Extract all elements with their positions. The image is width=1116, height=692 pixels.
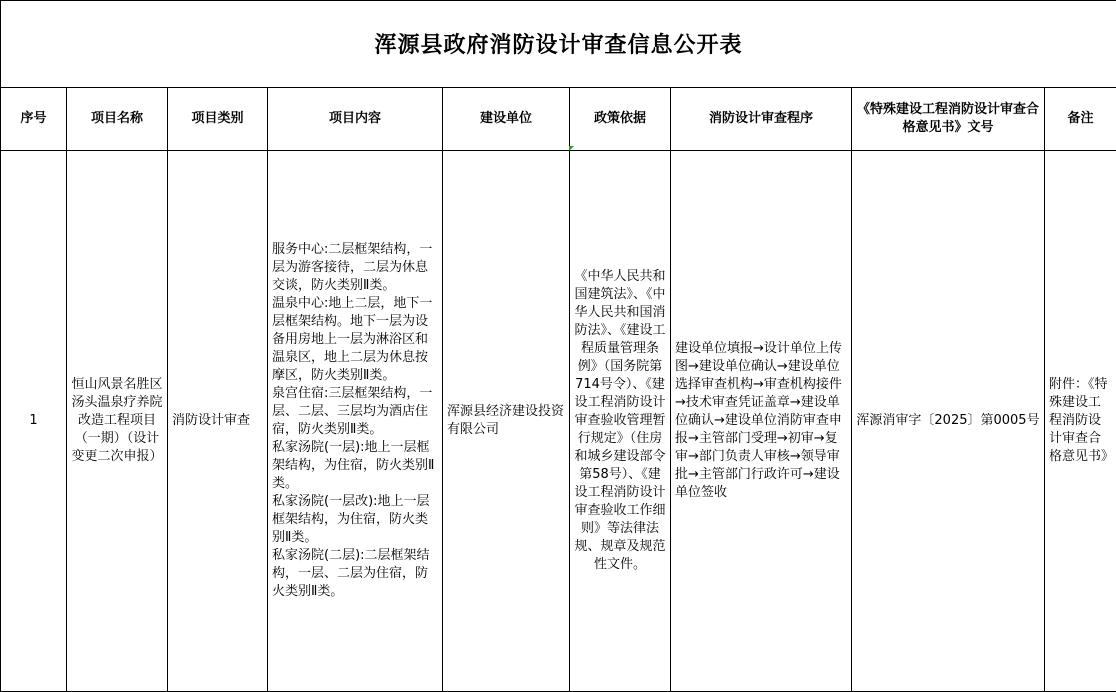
table-row	[1, 151, 1116, 692]
cell-seq: 1	[1, 151, 67, 692]
header-row	[1, 88, 1116, 151]
cell-comment-marker-icon	[569, 146, 574, 151]
cell-project-name: 恒山风景名胜区汤头温泉疗养院改造工程项目（一期）（设计变更二次申报）	[67, 151, 168, 692]
title-row	[1, 1, 1116, 88]
header-policy-basis: 政策依据	[570, 88, 671, 151]
header-document-number: 《特殊建设工程消防设计审查合格意见书》文号	[852, 88, 1045, 151]
cell-project-content: 服务中心:二层框架结构，一层为游客接待，二层为休息交谈，防火类别Ⅱ类。 温泉中心:地上二层，地下一层框架结构。地下一层为设备用房地上一层为淋浴区和温泉区，地上二层为休息按摩区，防火类别Ⅱ类。 泉宫住宿:三层框架结构，一层、二层、三层均为酒店住宿，防火类别Ⅱ类。 私家汤院(一层):地上一层框架结构，为住宿，防火类别Ⅱ类。 私家汤院(一层改):地上一层框架结构，为住宿，防火类别Ⅱ类。 私家汤院(二层):二层框架结构，一层、二层为住宿，防火类别Ⅱ类。	[268, 151, 443, 692]
header-project-content: 项目内容	[268, 88, 443, 151]
cell-document-number: 浑源消审字〔2025〕第0005号	[852, 151, 1045, 692]
cell-review-procedure: 建设单位填报→设计单位上传图→建设单位确认→建设单位选择审查机构→审查机构接件→技术审查凭证盖章→建设单位确认→建设单位消防审查申报→主管部门受理→初审→复审→部门负责人审核→领导审批→主管部门行政许可→建设单位签收	[671, 151, 852, 692]
header-builder: 建设单位	[443, 88, 570, 151]
cell-remarks: 附件：《特殊建设工程消防设计审查合格意见书》	[1045, 151, 1116, 692]
cell-policy-basis: 《中华人民共和国建筑法》、《中华人民共和国消防法》、《建设工程质量管理条例》（国务院第714号令）、《建设工程消防设计审查验收管理暂行规定》（住房和城乡建设部令第58号）、《建设工程消防设计审查验收工作细则》等法律法规、规章及规范性文件。	[570, 151, 671, 692]
header-seq: 序号	[1, 88, 67, 151]
cell-builder: 浑源县经济建设投资有限公司	[443, 151, 570, 692]
header-remarks: 备注	[1045, 88, 1116, 151]
header-review-procedure: 消防设计审查程序	[671, 88, 852, 151]
header-project-category: 项目类别	[168, 88, 268, 151]
cell-project-category: 消防设计审查	[168, 151, 268, 692]
header-project-name: 项目名称	[67, 88, 168, 151]
page-title: 浑源县政府消防设计审查信息公开表	[1, 1, 1116, 88]
